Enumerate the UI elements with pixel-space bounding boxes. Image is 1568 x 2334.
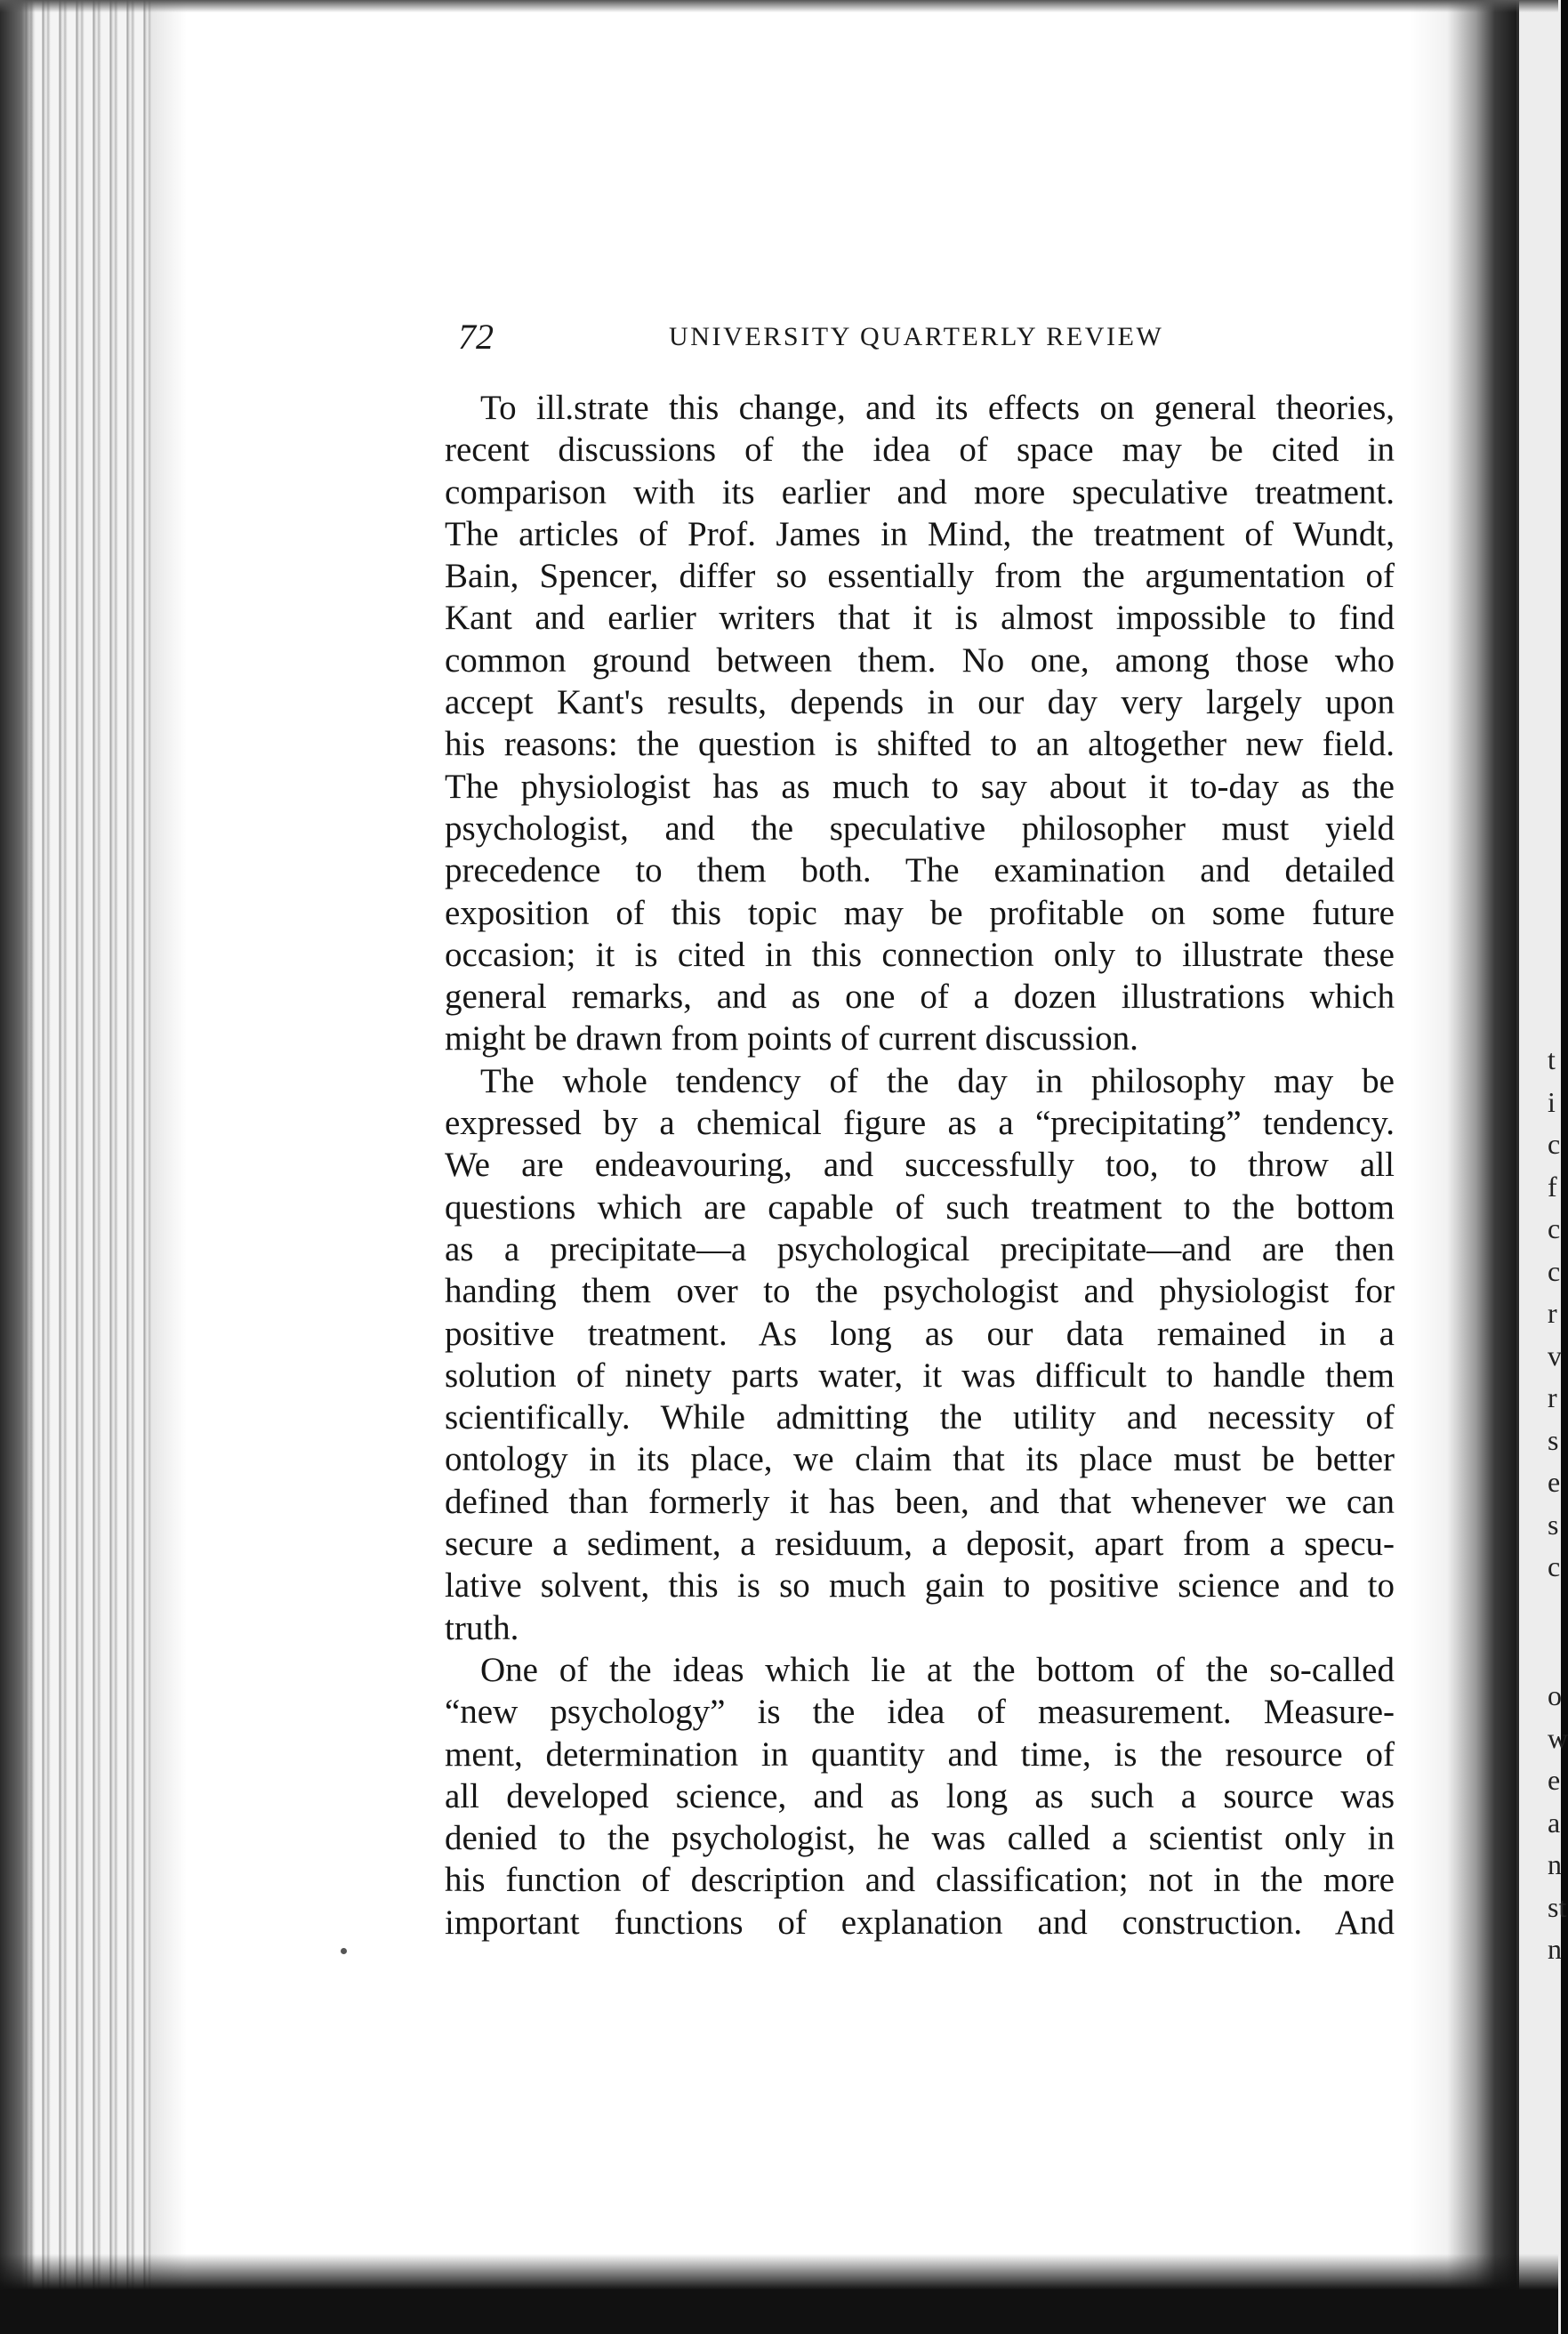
text-line: occasion; it is cited in this connection only to illustrate these [445, 935, 1395, 974]
facing-fragment: s [1548, 1509, 1559, 1541]
facing-fragment: n [1548, 1933, 1562, 1965]
scan-bottom-edge [0, 2254, 1558, 2334]
body-text [445, 387, 1395, 1944]
facing-page-edge [1516, 0, 1561, 2334]
text-line: The physiologist has as much to say about it to-day as the [445, 767, 1395, 806]
text-line: expressed by a chemical figure as a “precipitating” tendency. [445, 1104, 1395, 1143]
scan-top-edge [0, 0, 1558, 12]
facing-fragment: n [1548, 1848, 1562, 1880]
text-line: comparison with its earlier and more speculative treatment. [445, 472, 1395, 511]
text-line: positive treatment. As long as our data remained in a [445, 1314, 1395, 1353]
text-line: secure a sediment, a residuum, a deposit, apart from a specu- [445, 1525, 1395, 1564]
running-head: UNIVERSITY QUARTERLY REVIEW [669, 322, 1164, 351]
text-line: might be drawn from points of current discussion. [445, 1019, 1138, 1058]
facing-fragment: i [1548, 1086, 1556, 1118]
facing-fragment: t [1548, 1043, 1556, 1075]
text-line: precedence to them both. The examination and detailed [445, 851, 1395, 890]
scan-speck [341, 1948, 347, 1954]
text-line: common ground between them. No one, among those who [445, 640, 1395, 680]
text-line: truth. [445, 1608, 519, 1647]
text-line: Kant and earlier writers that it is almost impossible to find [445, 599, 1395, 638]
text-line: as a precipitate—a psychological precipitate—and are then [445, 1229, 1395, 1268]
text-line: ment, determination in quantity and time, is the resource of [445, 1734, 1395, 1774]
facing-fragment: f [1548, 1171, 1557, 1203]
facing-fragment: c [1548, 1255, 1561, 1287]
text-line: The whole tendency of the day in philosophy may be [480, 1061, 1395, 1100]
facing-fragment: a [1548, 1807, 1561, 1839]
facing-fragment: s [1548, 1424, 1559, 1456]
text-line: denied to the psychologist, he was called a scientist only in [445, 1819, 1395, 1858]
text-line: lative solvent, this is so much gain to positive science and to [445, 1566, 1395, 1606]
page-edge-fade [151, 0, 187, 2334]
text-line: Bain, Spencer, differ so essentially from the argumentation of [445, 557, 1395, 596]
facing-fragment: r [1548, 1297, 1557, 1329]
text-line: exposition of this topic may be profitable on some future [445, 893, 1395, 932]
page-number: 72 [458, 317, 494, 357]
text-line: The articles of Prof. James in Mind, the treatment of Wundt, [445, 514, 1395, 553]
facing-fragment: e [1548, 1466, 1561, 1498]
text-line: important functions of explanation and construction. And [445, 1903, 1395, 1942]
text-line: solution of ninety parts water, it was difficult to handle them [445, 1356, 1395, 1395]
text-line: scientifically. While admitting the utility and necessity of [445, 1398, 1395, 1437]
text-line: his function of description and classification; not in the more [445, 1861, 1395, 1900]
facing-fragment: r [1548, 1381, 1557, 1413]
text-line: psychologist, and the speculative philosopher must yield [445, 809, 1395, 848]
text-line: We are endeavouring, and successfully too, to throw all [445, 1146, 1395, 1185]
facing-fragment: st [1548, 1891, 1567, 1923]
facing-fragment: w [1548, 1722, 1568, 1754]
text-line: “new psychology” is the idea of measurement. Measure- [445, 1693, 1395, 1732]
text-line: questions which are capable of such treatment to the bottom [445, 1187, 1395, 1227]
facing-fragment: c [1548, 1128, 1561, 1160]
text-line: general remarks, and as one of a dozen illustrations which [445, 978, 1395, 1017]
facing-fragment: c [1548, 1550, 1561, 1582]
facing-fragment: c [1548, 1212, 1561, 1244]
text-line: his reasons: the question is shifted to an altogether new field. [445, 725, 1395, 764]
facing-fragment: e [1548, 1764, 1561, 1796]
text-line: all developed science, and as long as such a source was [445, 1776, 1395, 1815]
text-line: handing them over to the psychologist and physiologist for [445, 1272, 1395, 1311]
text-line: defined than formerly it has been, and that whenever we can [445, 1482, 1395, 1521]
text-line: ontology in its place, we claim that its place must be better [445, 1440, 1395, 1479]
text-line: accept Kant's results, depends in our day very largely upon [445, 683, 1395, 722]
text-line: recent discussions of the idea of space may be cited in [445, 431, 1395, 470]
facing-fragment: v [1548, 1340, 1562, 1372]
text-line: One of the ideas which lie at the bottom of the so-called [480, 1650, 1395, 1689]
binding-shadow [0, 0, 36, 2334]
book-gutter [1410, 0, 1516, 2334]
text-line: To ill.strate this change, and its effects on general theories, [480, 389, 1395, 427]
facing-fragment: o [1548, 1679, 1562, 1711]
